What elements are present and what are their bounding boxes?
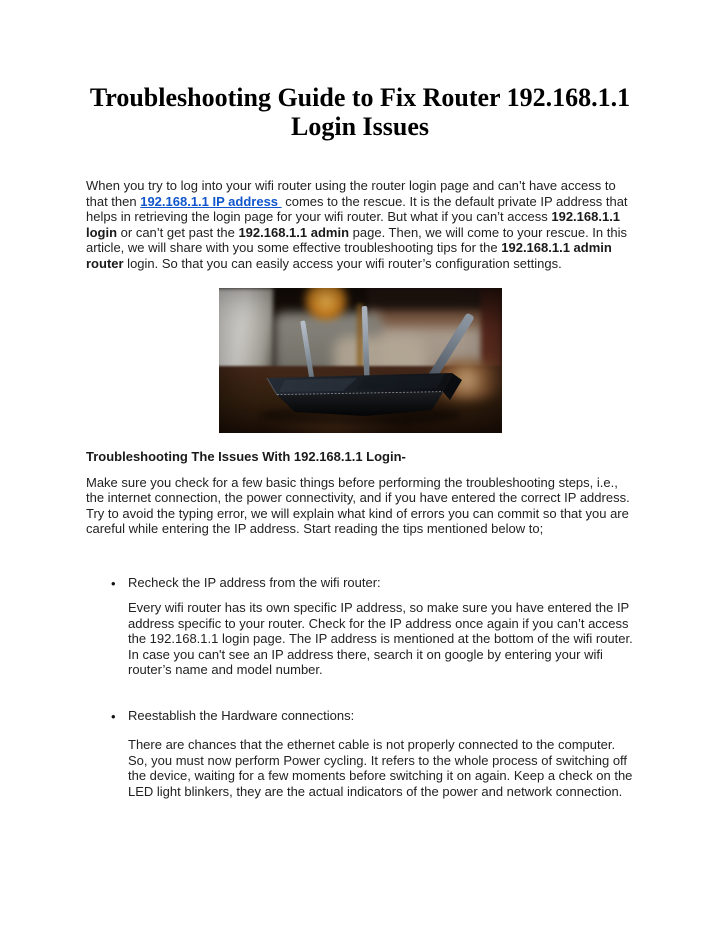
bold-text: 192.168.1.1 admin router [86, 240, 612, 271]
bullet-icon: • [111, 575, 116, 591]
section-paragraph: Make sure you check for a few basic things before performing the troubleshooting steps, i.e., the internet connection, the power connectivity, and if you have entered the correct IP address. Try to avoid the typing error, we will explain what kind of errors you can commit so that you are careful while entering the IP address. Start reading the tips mentioned below to; [86, 474, 630, 536]
text-run: comes to the rescue. It is the default private IP address that helps in retrieving the login page for your wifi router. But what if you can’t access [86, 193, 628, 224]
text-run: or can’t get past the [117, 224, 239, 240]
text-run: login. So that you can easily access your wifi router’s configuration settings. [123, 255, 562, 271]
bold-text: 192.168.1.1 admin [238, 224, 350, 240]
ip-address-link[interactable]: 192.168.1.1 IP address [140, 193, 282, 209]
bullet-heading: Recheck the IP address from the wifi router: [128, 574, 381, 590]
bullet-body: Every wifi router has its own specific IP address, so make sure you have entered the IP address specific to your router. Check for the IP address once again if you can’t access the 192.168.1.1 login page. The IP address is mentioned at the bottom of the wifi router. In case you can't see an IP address there, search it on google by entering your wifi router’s name and model number. [128, 600, 633, 677]
bullet-icon: • [111, 708, 116, 724]
tips-list [86, 575, 634, 800]
text-run: page. Then, we will come to your rescue. In this article, we will share with you some effective troubleshooting tips for the [86, 224, 627, 255]
photo-vignette [219, 288, 502, 433]
text-run: When you try to log into your wifi router using the router login page and can’t have access to that then [86, 178, 616, 209]
bullet-heading: Reestablish the Hardware connections: [128, 707, 355, 723]
bullet-body: There are chances that the ethernet cable is not properly connected to the computer. So, you must now perform Power cycling. It refers to the whole process of switching off the device, waiting for a few moments before switching it on again. Keep a check on the LED light blinkers, they are the actual indicators of the power and network connection. [128, 737, 633, 799]
list-item-recheck-ip [86, 575, 634, 678]
bold-text: 192.168.1.1 login [86, 209, 621, 240]
intro-paragraph [86, 178, 634, 271]
router-photo [219, 288, 502, 433]
list-item-hardware-connections [86, 708, 634, 800]
page-title: Troubleshooting Guide to Fix Router 192.168.1.1 Login Issues [89, 83, 631, 141]
section-heading: Troubleshooting The Issues With 192.168.1.1 Login- [86, 449, 406, 464]
